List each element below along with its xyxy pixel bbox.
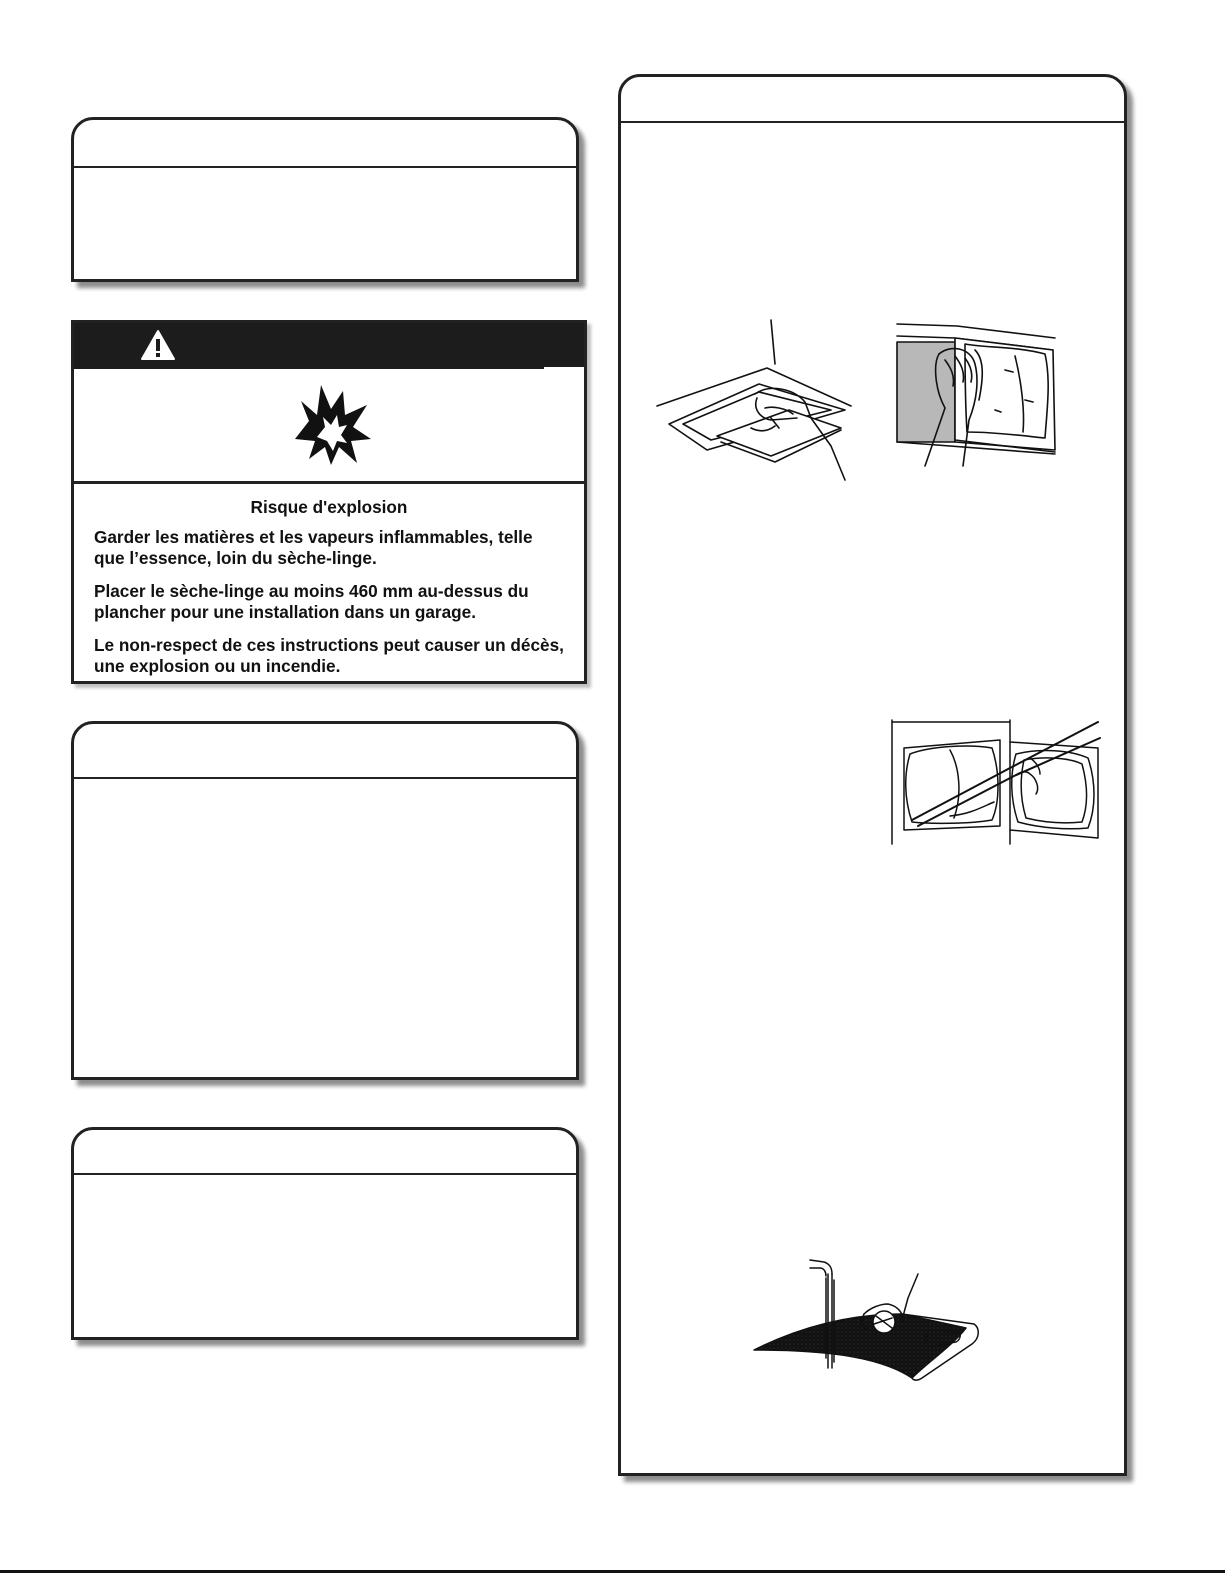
info-box-bottom [71, 1127, 579, 1340]
explosion-icon [287, 381, 377, 467]
cleaning-box-header [621, 77, 1124, 123]
warning-triangle-icon [140, 329, 176, 361]
warning-icon-band [74, 369, 584, 484]
warning-paragraph-3: Le non-respect de ces instructions peut causer un décès, une explosion ou un incendie. [94, 635, 564, 676]
info-box-top-header [74, 120, 576, 168]
dryer-drum-vacuum-illustration [890, 718, 1104, 846]
lint-screen-washing-illustration [752, 1258, 982, 1386]
explosion-warning-box [71, 320, 587, 684]
info-box-middle [71, 721, 579, 1080]
warning-header-bar [74, 323, 584, 369]
info-box-bottom-header [74, 1130, 576, 1175]
warning-title: Risque d'explosion [250, 497, 408, 517]
info-box-top [71, 117, 579, 282]
warning-text [94, 497, 564, 689]
warning-paragraph-2: Placer le sèche-linge au moins 460 mm au-dessus du plancher pour une installation dans un garage. [94, 581, 529, 622]
info-box-middle-header [74, 724, 576, 779]
lint-trap-cleaning-illustration [895, 320, 1059, 468]
warning-paragraph-1: Garder les matières et les vapeurs inflammables, telle que l’essence, loin du sèche-linge. [94, 527, 533, 568]
lint-screen-removal-illustration [655, 318, 865, 486]
page-bottom-rule [0, 1570, 1225, 1573]
